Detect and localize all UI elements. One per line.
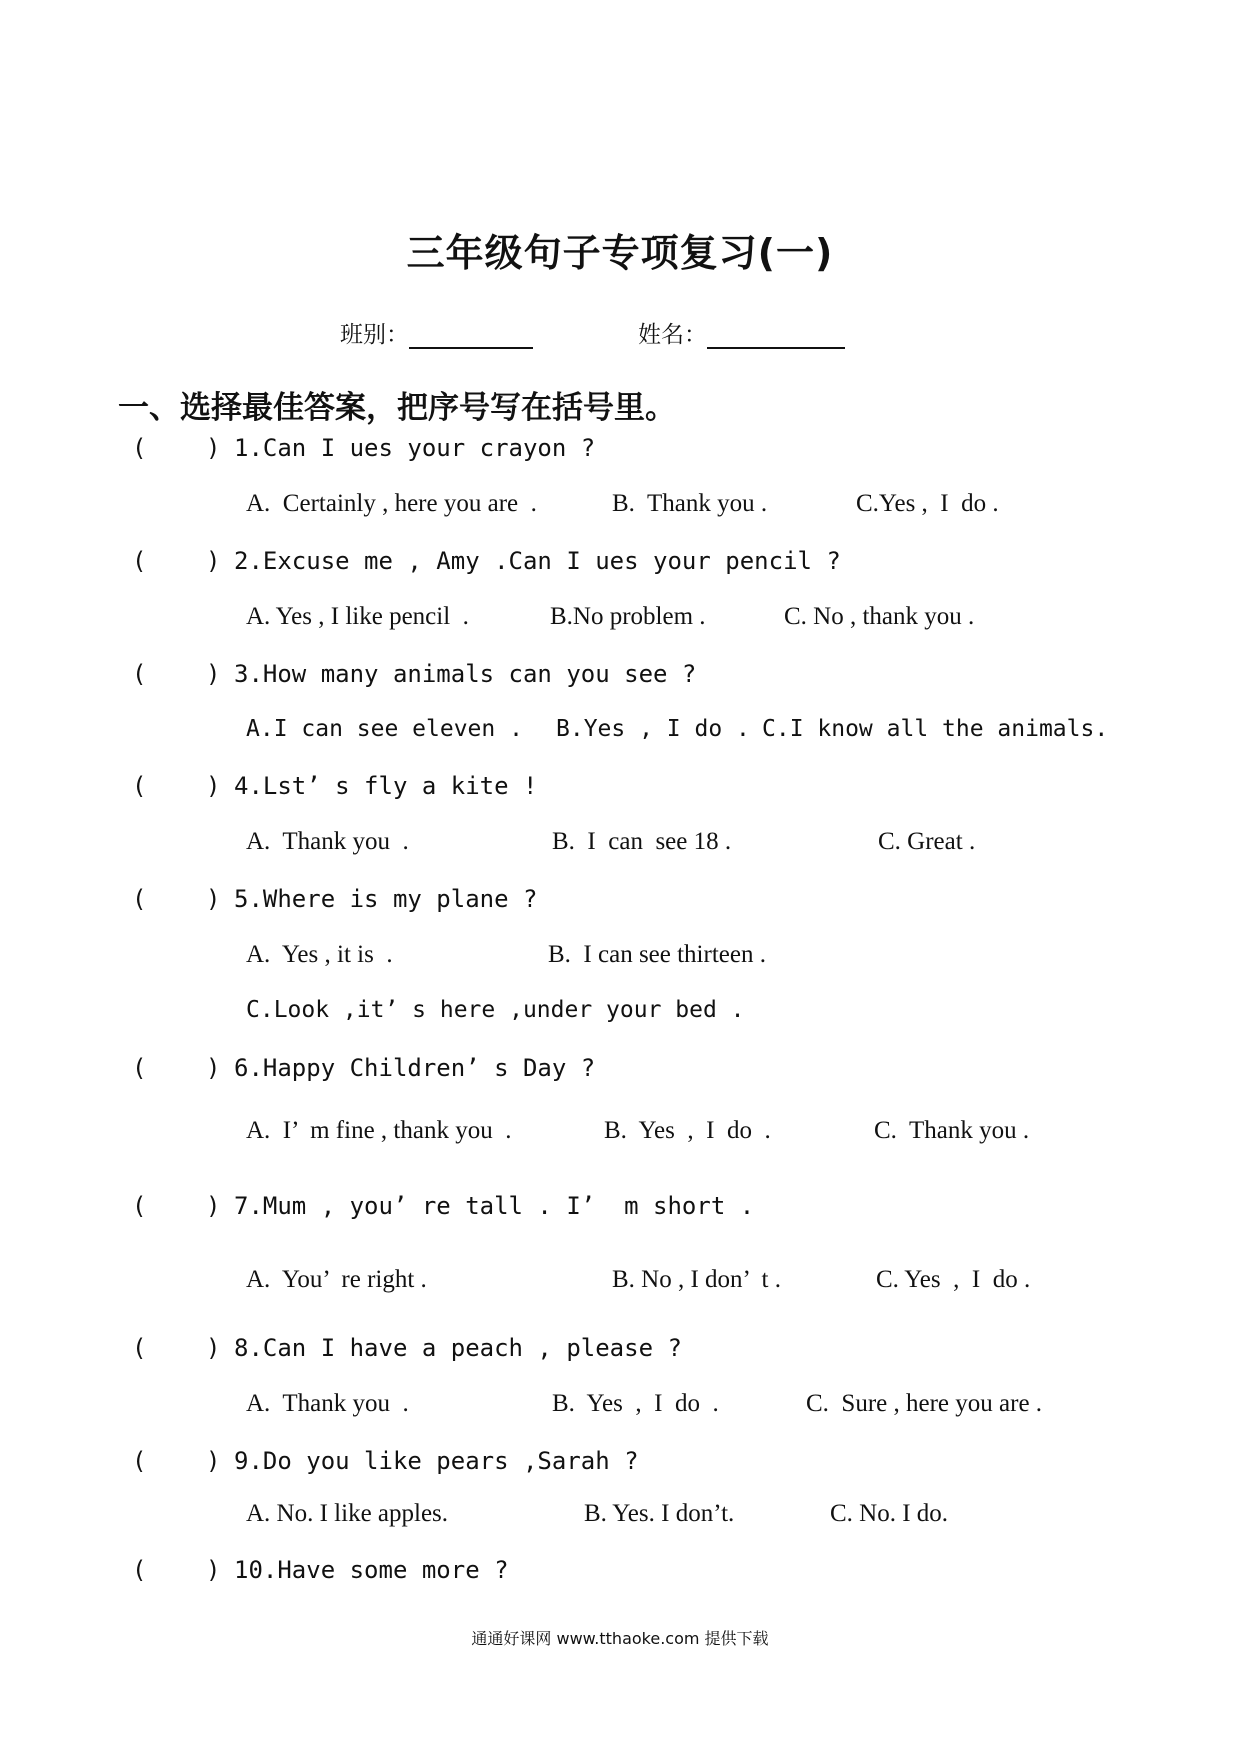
question-text: 6.Happy Children’ s Day ?	[234, 1054, 596, 1082]
option-b: B. I can see thirteen .	[548, 941, 766, 968]
answer-paren-close: )	[206, 1556, 221, 1584]
answer-paren-close: )	[206, 885, 221, 913]
answer-paren-open[interactable]: (	[132, 1447, 147, 1475]
option-c: C.I know all the animals.	[762, 716, 1109, 742]
option-b: B.Yes , I do .	[556, 716, 750, 742]
question-text: 8.Can I have a peach , please ?	[234, 1334, 682, 1362]
answer-paren-close: )	[206, 1334, 221, 1362]
option-b: B. Thank you .	[612, 490, 768, 517]
question-text: 5.Where is my plane ?	[234, 885, 538, 913]
option-c: C. No , thank you .	[784, 603, 975, 630]
name-blank[interactable]	[707, 323, 845, 349]
option-a: A. You’ re right .	[246, 1266, 427, 1293]
option-c: C. Thank you .	[874, 1117, 1030, 1144]
option-a: A. Yes , it is .	[246, 941, 393, 968]
name-label: 姓名：	[638, 322, 707, 348]
answer-paren-open[interactable]: (	[132, 1192, 147, 1220]
option-a: A. Thank you .	[246, 828, 409, 855]
page-title: 三年级句子专项复习(一)	[406, 231, 834, 275]
class-label: 班别：	[340, 322, 409, 348]
option-b: B. Yes , I do .	[604, 1117, 771, 1144]
option-a: A. Thank you .	[246, 1390, 409, 1417]
answer-paren-open[interactable]: (	[132, 547, 147, 575]
answer-paren-open[interactable]: (	[132, 434, 147, 462]
name-field	[638, 316, 845, 349]
answer-paren-open[interactable]: (	[132, 885, 147, 913]
question-text: 3.How many animals can you see ?	[234, 660, 697, 688]
option-a: A. Certainly , here you are .	[246, 490, 537, 517]
option-c: C.Yes , I do .	[856, 490, 999, 517]
answer-paren-open[interactable]: (	[132, 1334, 147, 1362]
option-a: A. Yes , I like pencil .	[246, 603, 469, 630]
answer-paren-close: )	[206, 660, 221, 688]
answer-paren-close: )	[206, 1192, 221, 1220]
option-a: A. No. I like apples.	[246, 1500, 449, 1527]
option-c: C. Yes , I do .	[876, 1266, 1031, 1293]
question-text: 7.Mum , you’ re tall . I’ m short .	[234, 1192, 755, 1220]
class-field	[340, 316, 533, 349]
option-b: B. Yes. I don’t.	[584, 1500, 735, 1527]
option-c: C.Look ,it’ s here ,under your bed .	[246, 997, 745, 1023]
answer-paren-open[interactable]: (	[132, 1054, 147, 1082]
option-a: A.I can see eleven .	[246, 716, 523, 742]
option-b: B. Yes , I do .	[552, 1390, 719, 1417]
option-c: C. Sure , here you are .	[806, 1390, 1043, 1417]
answer-paren-open[interactable]: (	[132, 660, 147, 688]
answer-paren-close: )	[206, 772, 221, 800]
class-blank[interactable]	[409, 323, 533, 349]
question-text: 1.Can I ues your crayon ?	[234, 434, 596, 462]
option-a: A. I’ m fine , thank you .	[246, 1117, 512, 1144]
question-text: 4.Lst’ s fly a kite !	[234, 772, 538, 800]
option-b: B.No problem .	[550, 603, 706, 630]
answer-paren-close: )	[206, 1054, 221, 1082]
question-text: 10.Have some more ?	[234, 1556, 509, 1584]
footer-credit: 通通好课网 www.tthaoke.com 提供下载	[471, 1629, 769, 1648]
answer-paren-close: )	[206, 434, 221, 462]
option-c: C. Great .	[878, 828, 976, 855]
option-b: B. No , I don’ t .	[612, 1266, 781, 1293]
option-c: C. No. I do.	[830, 1500, 949, 1527]
answer-paren-open[interactable]: (	[132, 1556, 147, 1584]
answer-paren-close: )	[206, 1447, 221, 1475]
section-heading: 一、选择最佳答案，把序号写在括号里。	[118, 390, 676, 426]
option-b: B. I can see 18 .	[552, 828, 732, 855]
answer-paren-close: )	[206, 547, 221, 575]
question-text: 2.Excuse me , Amy .Can I ues your pencil ?	[234, 547, 841, 575]
answer-paren-open[interactable]: (	[132, 772, 147, 800]
question-text: 9.Do you like pears ,Sarah ?	[234, 1447, 639, 1475]
